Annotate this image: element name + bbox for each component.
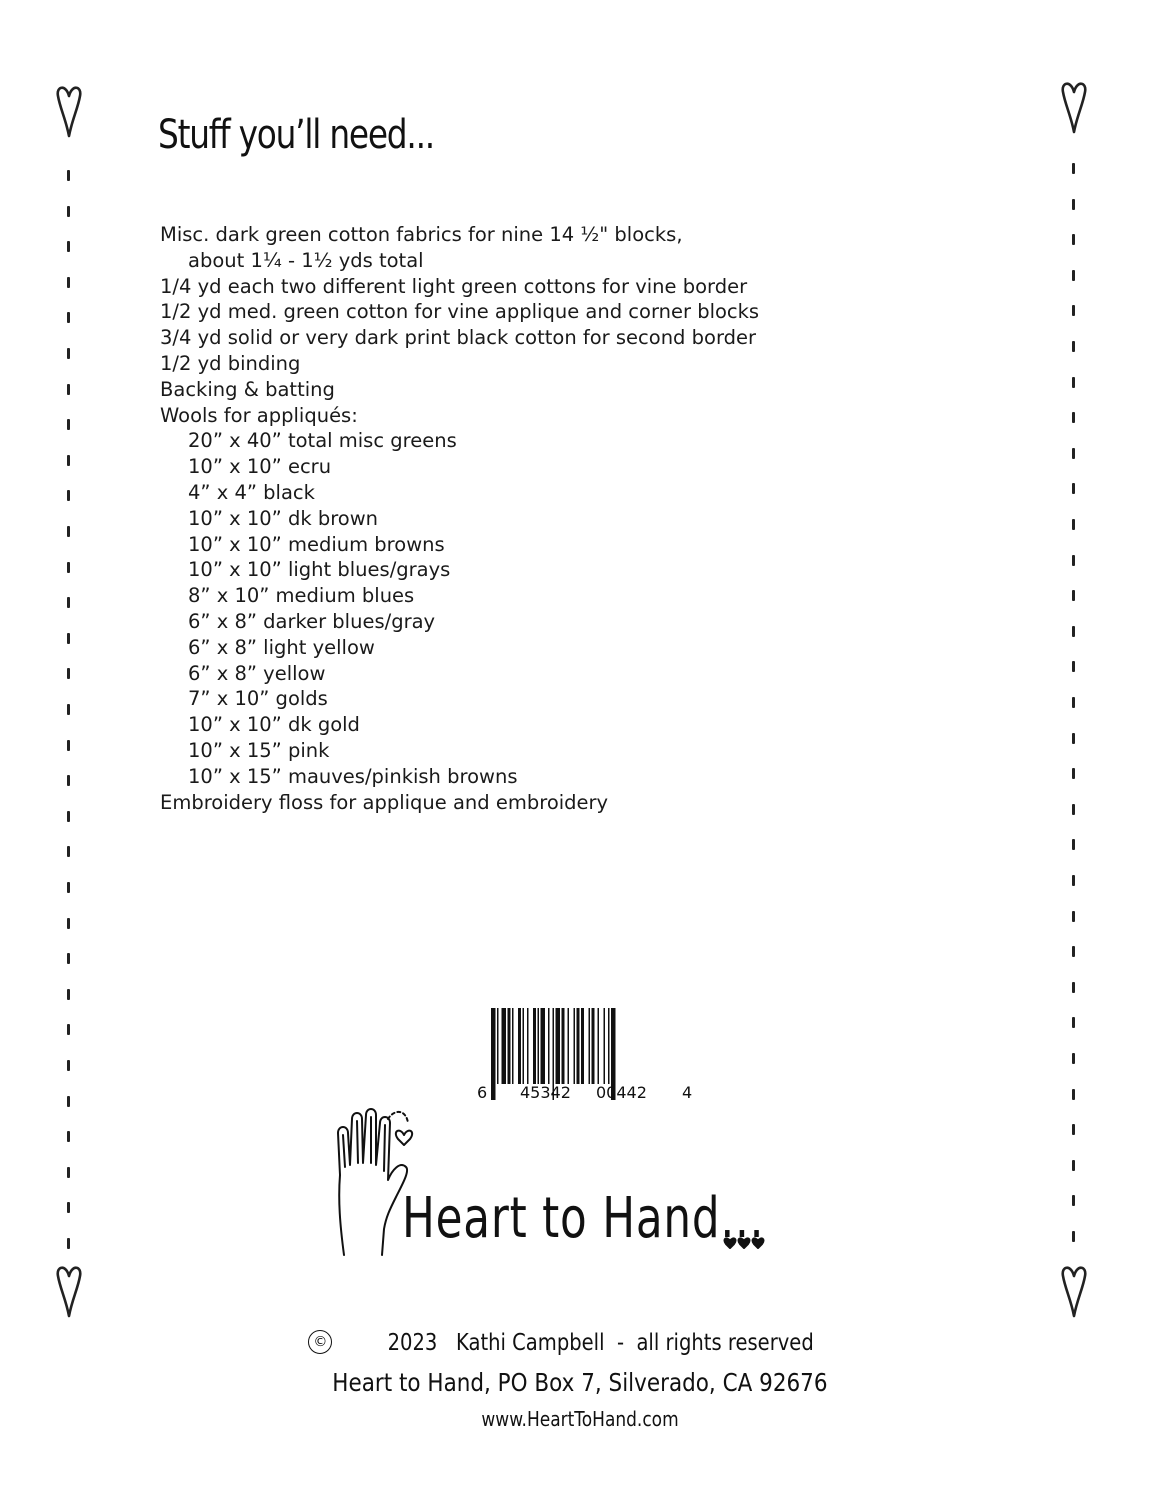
border-dash — [1072, 1124, 1075, 1135]
border-dash — [1072, 412, 1075, 423]
border-dash — [1072, 1160, 1075, 1171]
border-dash — [67, 882, 70, 893]
barcode-group-right: 00442 — [596, 1083, 647, 1102]
page-title: Stuff you’ll need... — [158, 112, 434, 158]
footer-line-3[interactable]: www.HeartToHand.com — [481, 1407, 679, 1431]
barcode-digit-last: 4 — [682, 1083, 693, 1102]
border-dash — [1072, 839, 1075, 850]
material-item: 10” x 15” mauves/pinkish browns — [188, 764, 518, 788]
border-dash — [1072, 661, 1075, 672]
material-item: about 1¼ - 1½ yds total — [188, 248, 424, 272]
border-dash — [67, 455, 70, 466]
border-dash — [67, 740, 70, 751]
border-dash — [67, 206, 70, 217]
border-dash — [67, 1202, 70, 1213]
border-dash — [1072, 982, 1075, 993]
border-dash — [67, 846, 70, 857]
material-item: 8” x 10” medium blues — [188, 584, 415, 608]
border-dash — [1072, 1017, 1075, 1028]
border-dash — [1072, 733, 1075, 744]
border-dash — [67, 1131, 70, 1142]
material-item: 3/4 yd solid or very dark print black cotton for second border — [160, 326, 757, 350]
border-dash — [1072, 234, 1075, 245]
border-dash — [67, 811, 70, 822]
border-dash — [1072, 305, 1075, 316]
heart-icon — [54, 82, 84, 142]
border-dash — [67, 348, 70, 359]
border-dash — [67, 704, 70, 715]
material-item: 20” x 40” total misc greens — [188, 429, 457, 453]
border-dash — [1072, 1089, 1075, 1100]
border-dash — [1072, 199, 1075, 210]
border-dash — [67, 1060, 70, 1071]
heart-icon — [1059, 1262, 1089, 1322]
border-dash — [1072, 1053, 1075, 1064]
border-dash — [67, 312, 70, 323]
material-item: 10” x 10” light blues/grays — [188, 558, 451, 582]
material-item: 10” x 10” medium browns — [188, 532, 445, 556]
border-dash — [1072, 341, 1075, 352]
border-dash — [1072, 590, 1075, 601]
border-dash — [67, 668, 70, 679]
material-item: 10” x 10” ecru — [188, 455, 332, 479]
material-item: 4” x 4” black — [188, 480, 315, 504]
border-dash — [67, 277, 70, 288]
border-dash — [1072, 483, 1075, 494]
border-dash — [67, 953, 70, 964]
material-item: 6” x 8” yellow — [188, 661, 326, 685]
border-dash — [1072, 697, 1075, 708]
border-dash — [1072, 519, 1075, 530]
left-border — [50, 0, 90, 1500]
material-item: 10” x 15” pink — [188, 738, 330, 762]
border-dash — [1072, 768, 1075, 779]
material-item: Misc. dark green cotton fabrics for nine 14 ½" blocks, — [160, 223, 683, 246]
material-item: 6” x 8” light yellow — [188, 635, 375, 659]
material-item: 6” x 8” darker blues/gray — [188, 609, 436, 633]
footer-line-2: Heart to Hand, PO Box 7, Silverado, CA 92676 — [332, 1368, 828, 1397]
border-dash — [1072, 163, 1075, 174]
border-dash — [67, 1024, 70, 1035]
border-dash — [67, 170, 70, 181]
border-dash — [67, 1096, 70, 1107]
material-item: Wools for appliqués: — [160, 403, 358, 427]
heart-icon — [1059, 78, 1089, 138]
material-item: 10” x 10” dk brown — [188, 506, 379, 530]
logo-text: Heart to Hand... — [402, 1186, 765, 1251]
barcode-icon — [477, 1008, 697, 1108]
border-dash — [1072, 626, 1075, 637]
border-dash — [67, 562, 70, 573]
border-dash — [67, 526, 70, 537]
border-dash — [1072, 448, 1075, 459]
border-dash — [67, 384, 70, 395]
copyright-icon: © — [308, 1330, 332, 1354]
barcode-group-left: 45342 — [520, 1083, 571, 1102]
material-item: 1/2 yd binding — [160, 351, 301, 375]
border-dash — [1072, 1195, 1075, 1206]
material-item: Backing & batting — [160, 377, 335, 401]
border-dash — [1072, 377, 1075, 388]
border-dash — [67, 419, 70, 430]
border-dash — [67, 597, 70, 608]
footer-copyright — [0, 1330, 1160, 1356]
footer-address — [0, 1368, 1160, 1397]
materials-list — [160, 222, 759, 815]
border-dash — [1072, 270, 1075, 281]
border-dash — [1072, 911, 1075, 922]
material-item: 1/2 yd med. green cotton for vine applique and corner blocks — [160, 300, 760, 324]
barcode-digit-first: 6 — [477, 1083, 488, 1102]
border-dash — [67, 1167, 70, 1178]
border-dash — [1072, 555, 1075, 566]
footer-website — [0, 1407, 1160, 1431]
border-dash — [67, 241, 70, 252]
border-dash — [67, 775, 70, 786]
right-border — [1055, 0, 1095, 1500]
border-dash — [67, 633, 70, 644]
footer-line-1: 2023 Kathi Campbell - all rights reserved — [387, 1330, 815, 1356]
border-dash — [67, 989, 70, 1000]
border-dash — [1072, 875, 1075, 886]
barcode — [477, 1008, 697, 1108]
border-dash — [67, 1238, 70, 1249]
border-dash — [1072, 804, 1075, 815]
border-dash — [67, 490, 70, 501]
border-dash — [67, 918, 70, 929]
border-dash — [1072, 1231, 1075, 1242]
heart-icon — [54, 1262, 84, 1322]
material-item: 10” x 10” dk gold — [188, 713, 360, 737]
material-item: Embroidery floss for applique and embroidery — [160, 790, 609, 814]
material-item: 1/4 yd each two different light green cottons for vine border — [160, 274, 748, 298]
border-dash — [1072, 946, 1075, 957]
material-item: 7” x 10” golds — [188, 687, 328, 711]
